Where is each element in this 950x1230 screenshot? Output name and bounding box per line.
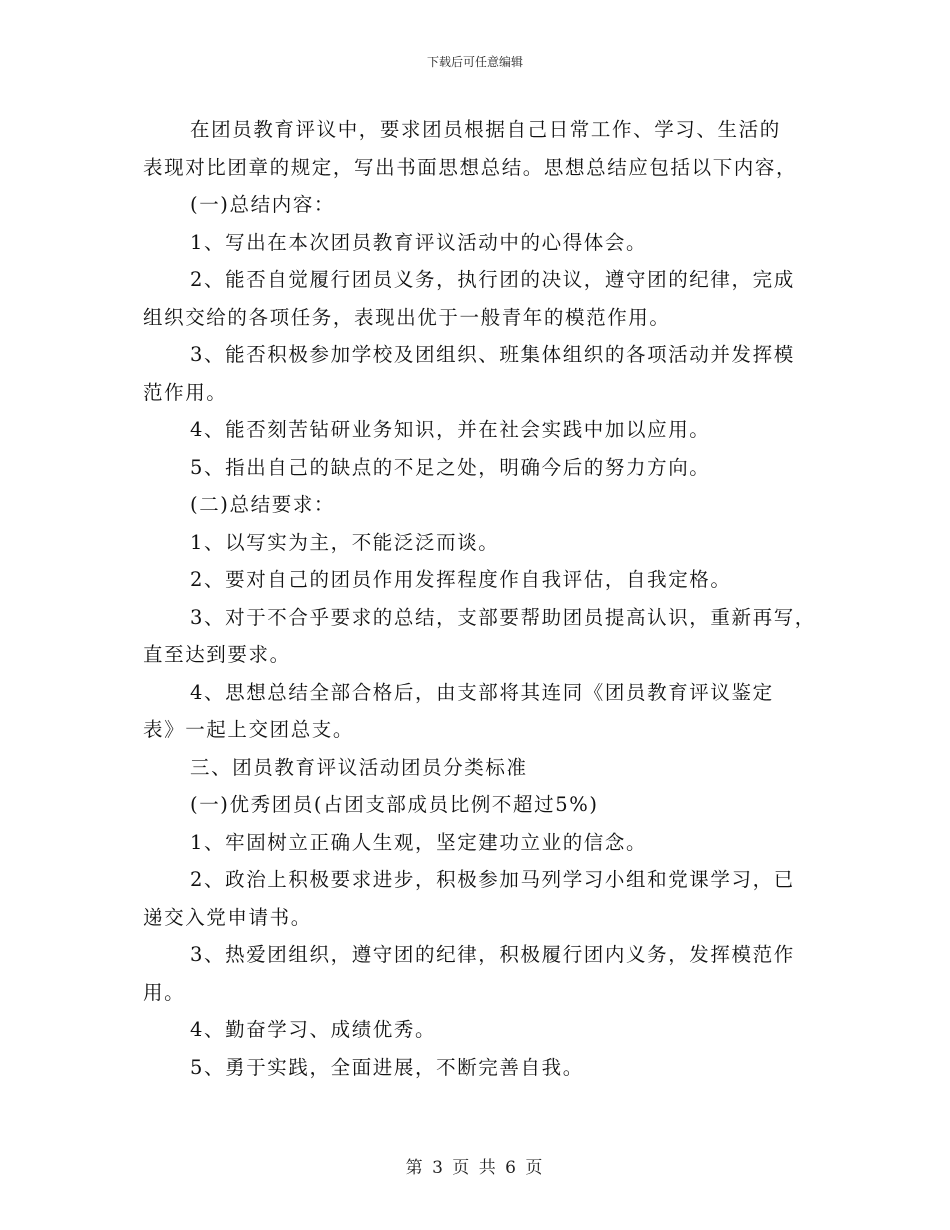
paragraph-line: 在团员教育评议中，要求团员根据自己日常工作、学习、生活的 — [190, 118, 781, 141]
list-item: 2、政治上积极要求进步，积极参加马列学习小组和党课学习，已 — [190, 868, 795, 891]
list-item-continuation: 递交入党申请书。 — [143, 905, 312, 929]
section-heading: 三、团员教育评议活动团员分类标准 — [190, 755, 528, 779]
list-item: 4、勤奋学习、成绩优秀。 — [190, 1018, 437, 1041]
list-item: 5、指出自己的缺点的不足之处，明确今后的努力方向。 — [190, 455, 711, 479]
list-item: 4、思想总结全部合格后，由支部将其连同《团员教育评议鉴定 — [190, 680, 774, 704]
list-item: 5、勇于实践，全面进展，不断完善自我。 — [190, 1055, 584, 1079]
list-item: 3、对于不合乎要求的总结，支部要帮助团员提高认识，重新再写， — [190, 605, 816, 629]
list-item: 2、能否自觉履行团员义务，执行团的决议，遵守团的纪律，完成 — [190, 268, 795, 291]
list-item-continuation: 表》一起上交团总支。 — [143, 718, 355, 741]
section-heading: (一)优秀团员(占团支部成员比例不超过5%) — [190, 793, 599, 816]
list-item: 2、要对自己的团员作用发挥程度作自我评估，自我定格。 — [190, 568, 732, 591]
list-item: 1、牢固树立正确人生观，坚定建功立业的信念。 — [190, 830, 648, 854]
list-item: 4、能否刻苦钻研业务知识，并在社会实践中加以应用。 — [190, 418, 711, 441]
list-item: 1、以写实为主，不能泛泛而谈。 — [190, 530, 500, 554]
page-number: 第 3 页 共 6 页 — [405, 1158, 545, 1178]
list-item-continuation: 直至达到要求。 — [143, 643, 291, 666]
list-item: 3、能否积极参加学校及团组织、班集体组织的各项活动并发挥模 — [190, 343, 795, 366]
list-item: 1、写出在本次团员教育评议活动中的心得体会。 — [190, 230, 648, 254]
paragraph-line: 表现对比团章的规定，写出书面思想总结。思想总结应包括以下内容， — [143, 155, 798, 179]
list-item-continuation: 组织交给的各项任务，表现出优于一般青年的模范作用。 — [143, 305, 671, 329]
section-heading: (一)总结内容： — [190, 193, 336, 216]
page-header: 下载后可任意编辑 — [426, 55, 523, 69]
document-body — [143, 111, 823, 1086]
section-heading: (二)总结要求： — [190, 493, 336, 516]
list-item-continuation: 用。 — [143, 980, 186, 1004]
list-item: 3、热爱团组织，遵守团的纪律，积极履行团内义务，发挥模范作 — [190, 943, 795, 966]
list-item-continuation: 范作用。 — [143, 380, 228, 404]
